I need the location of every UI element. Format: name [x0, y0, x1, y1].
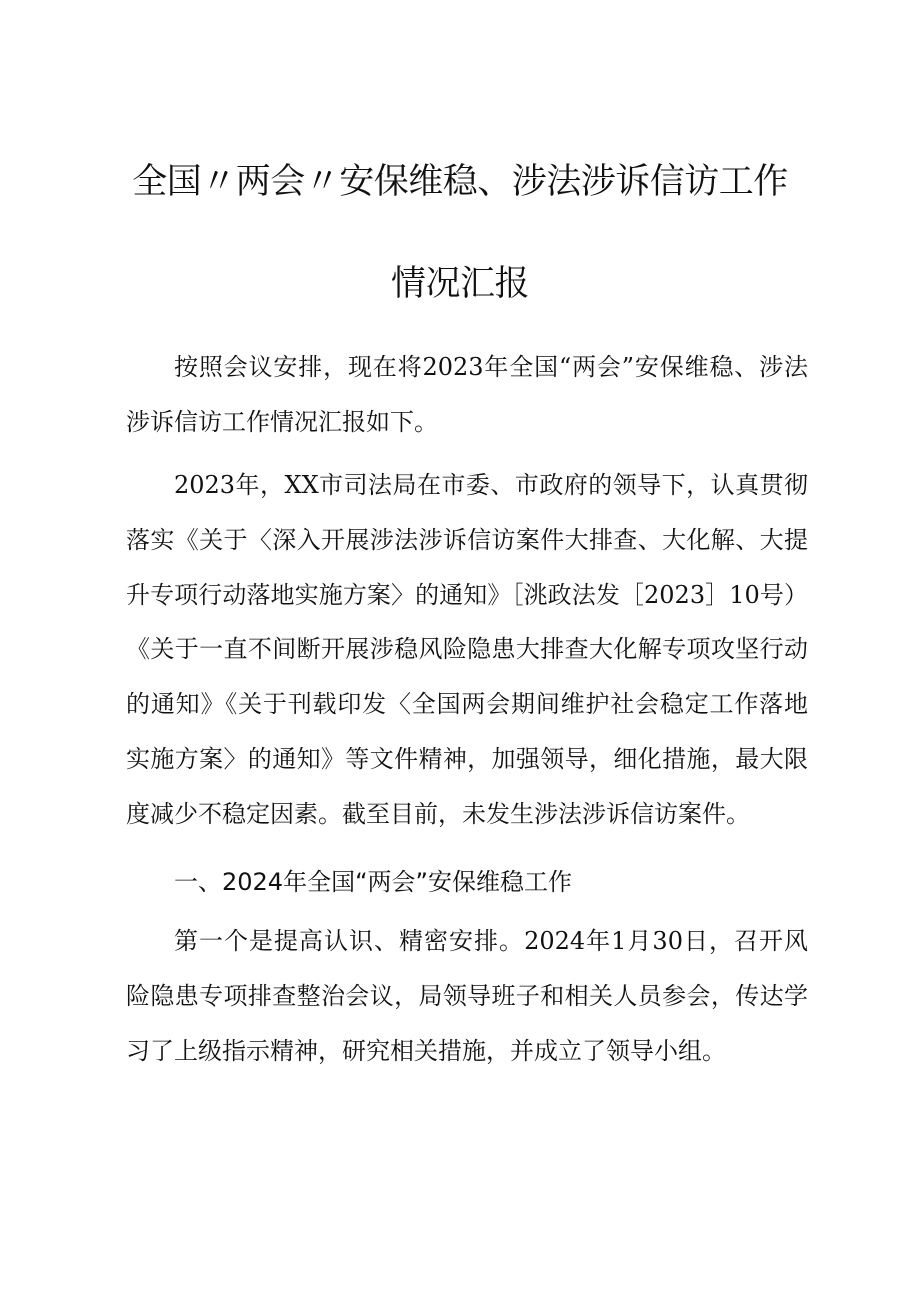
intro-paragraph: 按照会议安排，现在将2023年全国“两会”安保维稳、涉法涉诉信访工作情况汇报如下。 — [126, 353, 808, 436]
background-paragraph: 2023年，XX市司法局在市委、市政府的领导下，认真贯彻落实《关于〈深入开展涉法涉诉信访案件大排查、大化解、大提升专项行动落地实施方案〉的通知》［洮政法发［2023］10号）《关于一直不间断开展涉稳风险隐患大排查大化解专项攻坚行动的通知》《关于刊载印发〈全国两会期间维护社会稳定工作落地实施方案〉的通知》等文件精神，加强领导，细化措施，最大限度减少不稳定因素。截至目前，未发生涉法涉诉信访案件。 — [126, 471, 808, 828]
section-paragraph: 第一个是提高认识、精密安排。2024年1月30日，召开风险隐患专项排查整治会议，局领导班子和相关人员参会，传达学习了上级指示精神，研究相关措施，并成立了领导小组。 — [126, 927, 808, 1065]
document-title-line-2: 情况汇报 — [390, 264, 529, 304]
document-title-line-1: 全国〃两会〃安保维稳、涉法涉诉信访工作 — [132, 162, 788, 202]
section-heading: 一、2024年全国“两会”安保维稳工作 — [174, 868, 572, 896]
